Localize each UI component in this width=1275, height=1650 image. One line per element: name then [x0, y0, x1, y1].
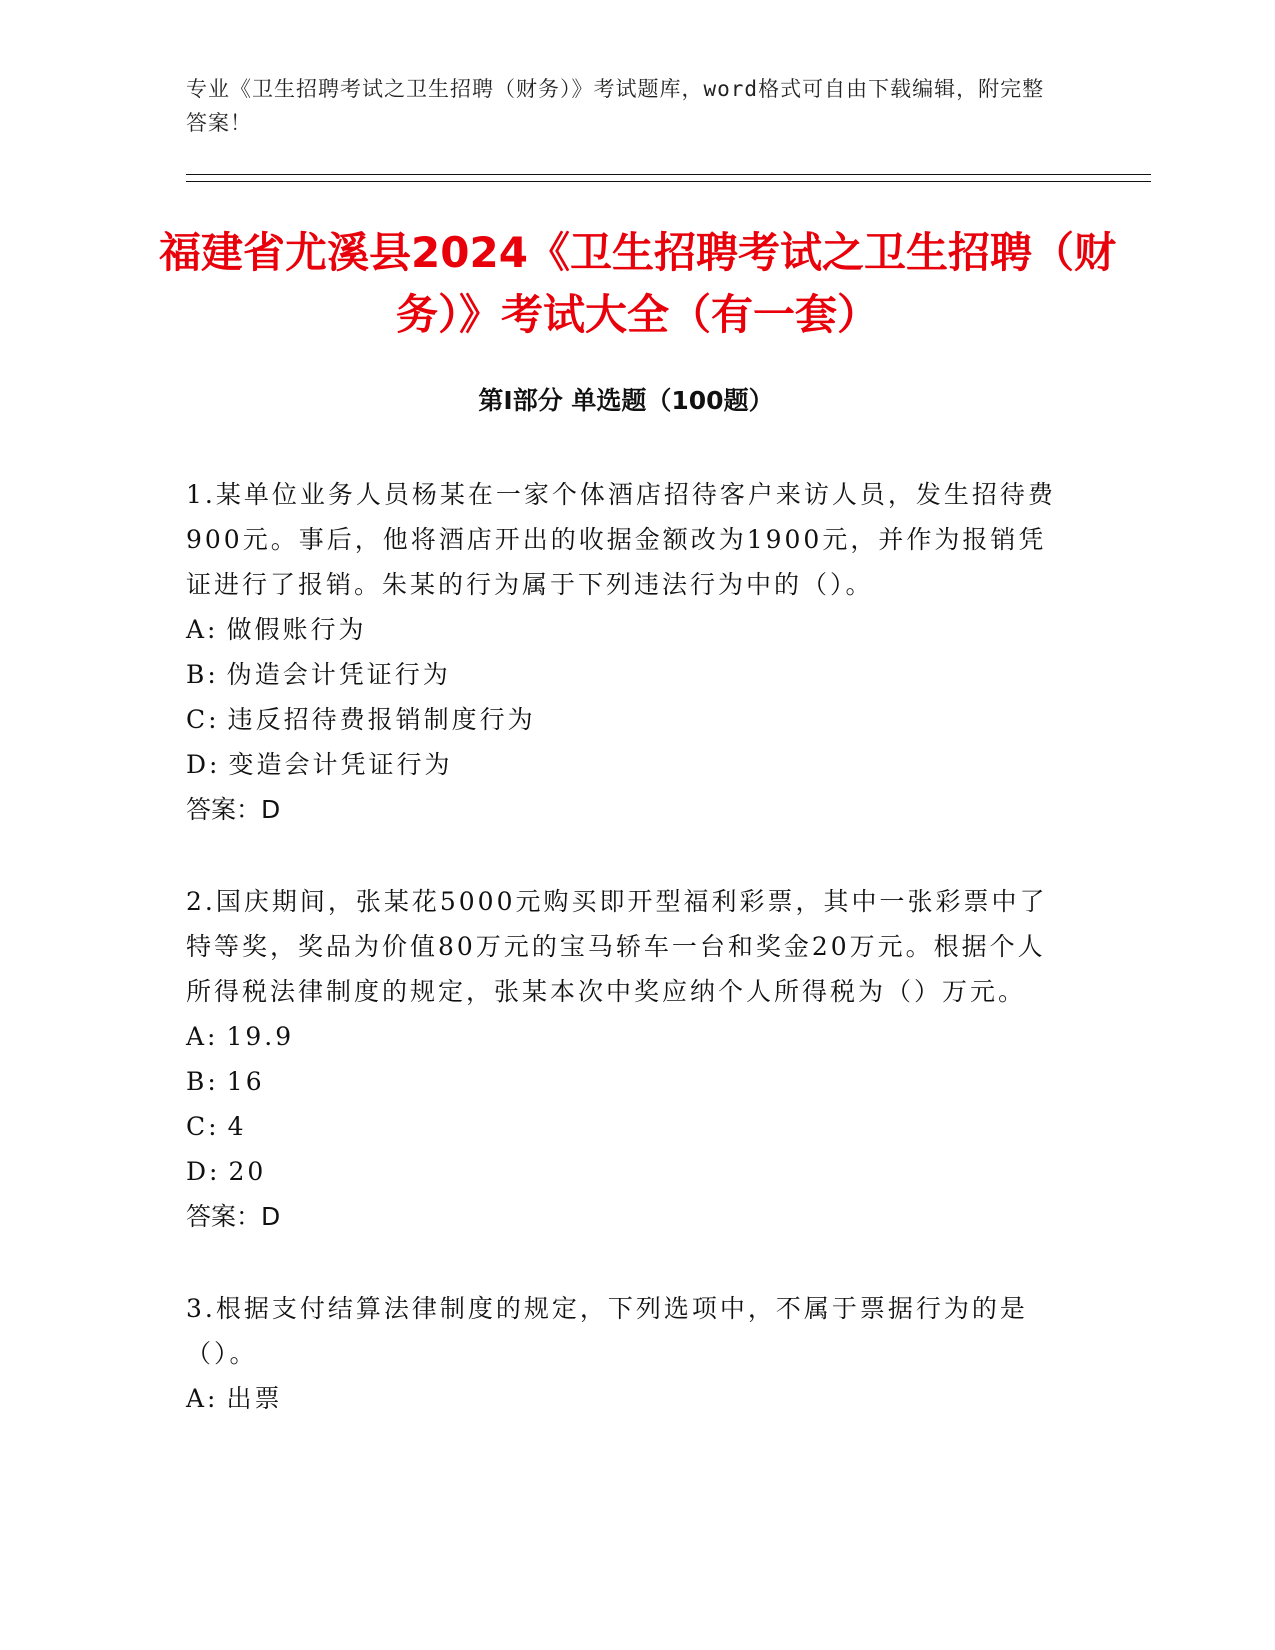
- question-stem: 3.根据支付结算法律制度的规定，下列选项中，不属于票据行为的是（）。: [186, 1294, 1028, 1368]
- option-key: A:: [186, 1384, 219, 1413]
- answer: 答案：D: [186, 1202, 281, 1231]
- document-title: 福建省尤溪县2024《卫生招聘考试之卫生招聘（财务）》考试大全（有一套）: [159, 228, 1116, 339]
- header-divider-top: [186, 174, 1151, 175]
- question-list: [186, 472, 1066, 1468]
- question-2: [186, 879, 1066, 1239]
- option-text: 4: [227, 1112, 247, 1141]
- question-stem: 2.国庆期间，张某花5000元购买即开型福利彩票，其中一张彩票中了特等奖，奖品为价值80万元的宝马轿车一台和奖金20万元。根据个人所得税法律制度的规定，张某本次中奖应纳个人所得税为（）万元。: [186, 887, 1048, 1006]
- option-c: [186, 697, 1066, 742]
- option-text: 违反招待费报销制度行为: [227, 705, 536, 734]
- option-text: 变造会计凭证行为: [228, 750, 453, 779]
- option-text: 19.9: [226, 1022, 295, 1051]
- answer: 答案：D: [186, 795, 281, 824]
- option-key: D:: [186, 1157, 221, 1186]
- section-title: 第Ⅰ部分 单选题（100题）: [478, 386, 774, 415]
- option-c: [186, 1104, 1066, 1149]
- option-text: 16: [226, 1067, 265, 1096]
- question-1: [186, 472, 1066, 832]
- option-key: C:: [186, 705, 220, 734]
- option-key: D:: [186, 750, 221, 779]
- option-text: 伪造会计凭证行为: [226, 660, 451, 689]
- option-key: B:: [186, 1067, 219, 1096]
- option-text: 做假账行为: [226, 615, 367, 644]
- option-a: [186, 1014, 1066, 1059]
- question-stem: 1.某单位业务人员杨某在一家个体酒店招待客户来访人员，发生招待费900元。事后，他将酒店开出的收据金额改为1900元，并作为报销凭证进行了报销。朱某的行为属于下列违法行为中的（）。: [186, 480, 1056, 599]
- option-key: A:: [186, 615, 219, 644]
- option-d: [186, 1149, 1066, 1194]
- option-key: B:: [186, 660, 219, 689]
- header-divider-bottom: [186, 181, 1151, 182]
- option-d: [186, 742, 1066, 787]
- option-key: A:: [186, 1022, 219, 1051]
- option-b: [186, 1059, 1066, 1104]
- option-text: 出票: [226, 1384, 283, 1413]
- option-key: C:: [186, 1112, 220, 1141]
- option-a: [186, 607, 1066, 652]
- question-3: [186, 1286, 1066, 1421]
- header-note: 专业《卫生招聘考试之卫生招聘（财务）》考试题库，word格式可自由下载编辑，附完整答案！: [186, 77, 1045, 135]
- option-text: 20: [228, 1157, 267, 1186]
- option-b: [186, 652, 1066, 697]
- option-a: [186, 1376, 1066, 1421]
